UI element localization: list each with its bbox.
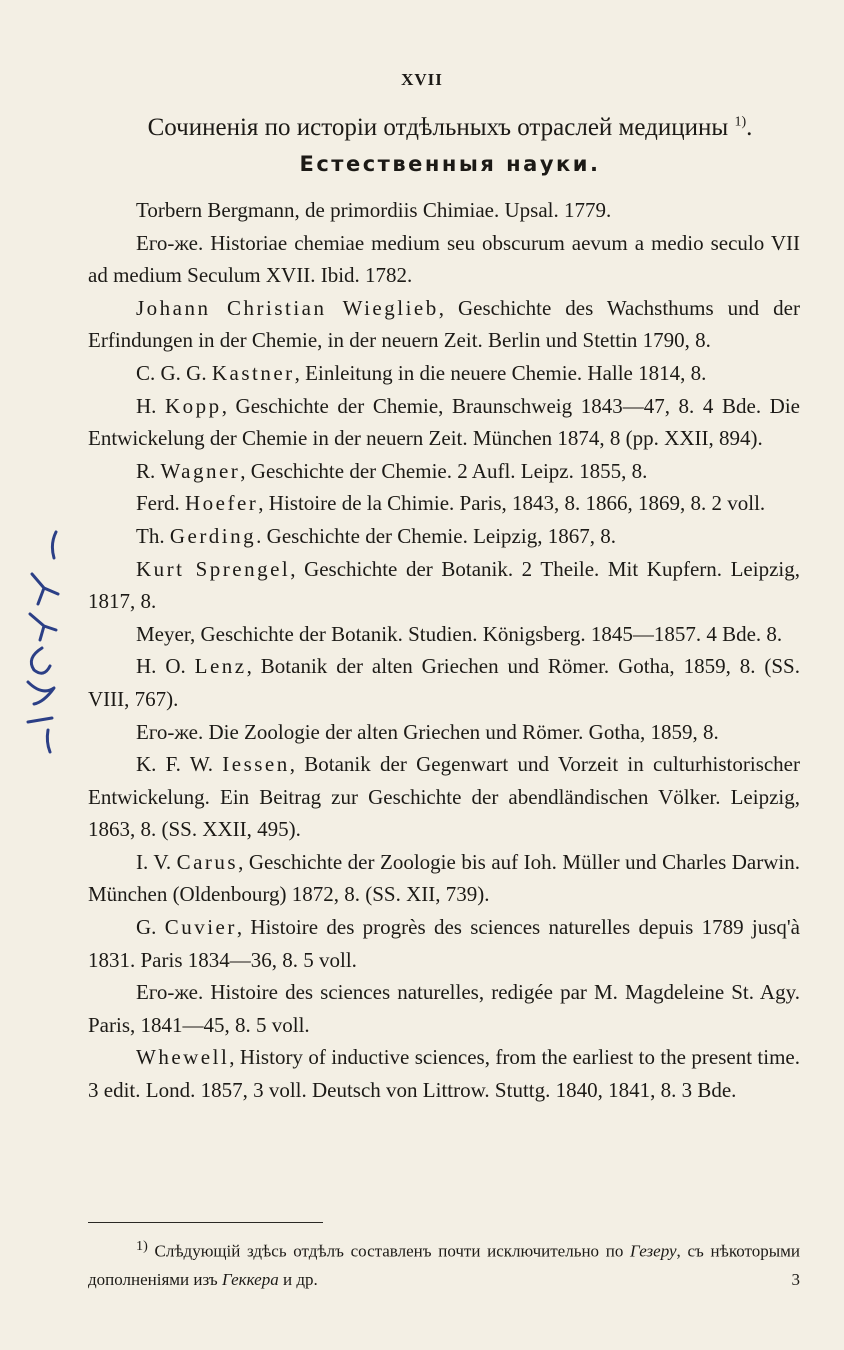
- bibliography-entry: [88, 357, 800, 390]
- entry-author: Его-же.: [136, 230, 204, 255]
- page-number: XVII: [401, 70, 443, 89]
- footnote: [88, 1232, 800, 1294]
- entry-author: Его-же.: [136, 719, 204, 744]
- entry-author: Iessen: [222, 752, 290, 777]
- bibliography-list: [88, 194, 800, 1107]
- section-subheading: Естественныя науки.: [299, 152, 601, 176]
- entry-text: , Geschichte der Chemie. 2 Aufl. Leipz. 1855, 8.: [240, 458, 648, 483]
- bibliography-entry: [88, 227, 800, 292]
- entry-author: Hoefer: [185, 491, 259, 516]
- entry-text: Historiae chemiae medium seu obscurum aevum a medio seculo VII ad medium Seculum XVII. Ibid. 1782.: [88, 230, 800, 288]
- bibliography-entry: [88, 846, 800, 911]
- bibliography-entry: [88, 553, 800, 618]
- footnote-divider: [88, 1222, 323, 1223]
- bibliography-entry: [88, 520, 800, 553]
- entry-author: Lenz: [194, 654, 247, 679]
- bibliography-entry: [88, 618, 800, 651]
- entry-text: , de primordiis Chimiae. Upsal. 1779.: [294, 198, 612, 222]
- handwritten-margin-annotation: [4, 530, 84, 760]
- entry-author-prefix: H.: [136, 393, 166, 418]
- bibliography-entry: [88, 194, 800, 227]
- entry-author: Cuvier: [164, 915, 237, 940]
- bibliography-entry: [88, 1041, 800, 1106]
- entry-author: Meyer: [136, 621, 190, 646]
- entry-text: , Geschichte der Zoologie bis auf Ioh. Müller und Charles Darwin. München (Oldenbourg) 1872, 8. (SS. XII, 739).: [88, 849, 800, 907]
- entry-author-prefix: G.: [136, 915, 165, 940]
- entry-author: Carus: [176, 849, 239, 874]
- entry-author: Kopp: [165, 393, 222, 418]
- bibliography-entry: [88, 748, 800, 846]
- bibliography-entry: [88, 455, 800, 488]
- entry-author-prefix: I. V.: [136, 849, 177, 874]
- entry-author-prefix: Th.: [136, 523, 170, 548]
- bibliography-entry: [88, 976, 800, 1041]
- entry-author-prefix: R.: [136, 458, 161, 483]
- footnote-text: и др.: [278, 1269, 318, 1289]
- heading-footnote-mark: 1): [734, 114, 747, 130]
- entry-text: Histoire des sciences naturelles, redigée par M. Magdeleine St. Agy. Paris, 1841—45, 8. 5 voll.: [88, 980, 800, 1037]
- bibliography-entry: [88, 487, 800, 520]
- entry-text: Die Zoologie der alten Griechen und Römer. Gotha, 1859, 8.: [203, 719, 719, 744]
- heading-end: .: [746, 114, 753, 141]
- entry-text: , Geschichte der Botanik. Studien. Königsberg. 1845—1857. 4 Bde. 8.: [189, 621, 783, 646]
- entry-text: , Geschichte der Chemie, Braunschweig 1843—47, 8. 4 Bde. Die Entwickelung der Chemie in der neuern Zeit. München 1874, 8 (pp. XXII, 894).: [88, 393, 800, 451]
- bibliography-entry: [88, 911, 800, 976]
- entry-author: Kastner: [211, 360, 295, 385]
- footnote-italic-source: Геккера: [221, 1269, 279, 1289]
- signature-mark: 3: [791, 1269, 800, 1289]
- entry-author-prefix: K. F. W.: [136, 752, 223, 777]
- footnote-text: , съ нѣкоторыми дополненіями изъ: [88, 1241, 800, 1289]
- entry-text: , Botanik der alten Griechen und Römer. Gotha, 1859, 8. (SS. VIII, 767).: [88, 654, 800, 711]
- footnote-italic-source: Гезеру: [630, 1241, 677, 1261]
- entry-author: Whewell: [136, 1045, 230, 1070]
- bibliography-entry: [88, 716, 800, 749]
- section-heading: [90, 114, 810, 142]
- entry-text: , History of inductive sciences, from the earliest to the present time. 3 edit. Lond. 1857, 3 voll. Deutsch von Littrow. Stuttg. 1840, 1841, 8. 3 Bde.: [88, 1045, 800, 1103]
- entry-author: Kurt Sprengel: [136, 556, 291, 581]
- entry-author: Wagner: [160, 458, 241, 483]
- entry-text: , Einleitung in die neuere Chemie. Halle 1814, 8.: [294, 360, 707, 385]
- entry-author: Torbern Bergmann: [136, 198, 295, 222]
- entry-author-prefix: Ferd.: [136, 491, 185, 516]
- entry-text: , Geschichte des Wachsthums und der Erfindungen in der Chemie, in der neuern Zeit. Berlin und Stettin 1790, 8.: [88, 295, 800, 353]
- entry-text: , Histoire des progrès des sciences naturelles depuis 1789 jusq'à 1831. Paris 1834—36, 8. 5 voll.: [88, 915, 800, 972]
- entry-author: Его-же.: [136, 980, 204, 1005]
- bibliography-entry: [88, 292, 800, 357]
- entry-author-prefix: C. G. G.: [136, 360, 212, 385]
- footnote-mark: 1): [136, 1238, 148, 1254]
- entry-author: Gerding: [169, 523, 257, 548]
- entry-text: , Geschichte der Botanik. 2 Theile. Mit Kupfern. Leipzig, 1817, 8.: [88, 556, 800, 614]
- footnote-text: Слѣдующій здѣсь отдѣлъ составленъ почти исключительно по: [147, 1241, 631, 1261]
- entry-author: Johann Christian Wieglieb: [136, 295, 439, 320]
- entry-text: , Histoire de la Chimie. Paris, 1843, 8. 1866, 1869, 8. 2 voll.: [258, 491, 766, 516]
- bibliography-entry: [88, 390, 800, 455]
- heading-text: Сочиненія по исторіи отдѣльныхъ отраслей медицины: [147, 114, 729, 141]
- entry-text: . Geschichte der Chemie. Leipzig, 1867, 8.: [256, 523, 616, 548]
- bibliography-entry: [88, 650, 800, 715]
- handwritten-annotation-graphic: [4, 530, 84, 760]
- entry-text: , Botanik der Gegenwart und Vorzeit in culturhistorischer Entwickelung. Ein Beitrag zur Geschichte der abendländischen Völker. Leipzig, 1863, 8. (SS. XXII, 495).: [88, 752, 800, 842]
- entry-author-prefix: H. O.: [136, 654, 195, 679]
